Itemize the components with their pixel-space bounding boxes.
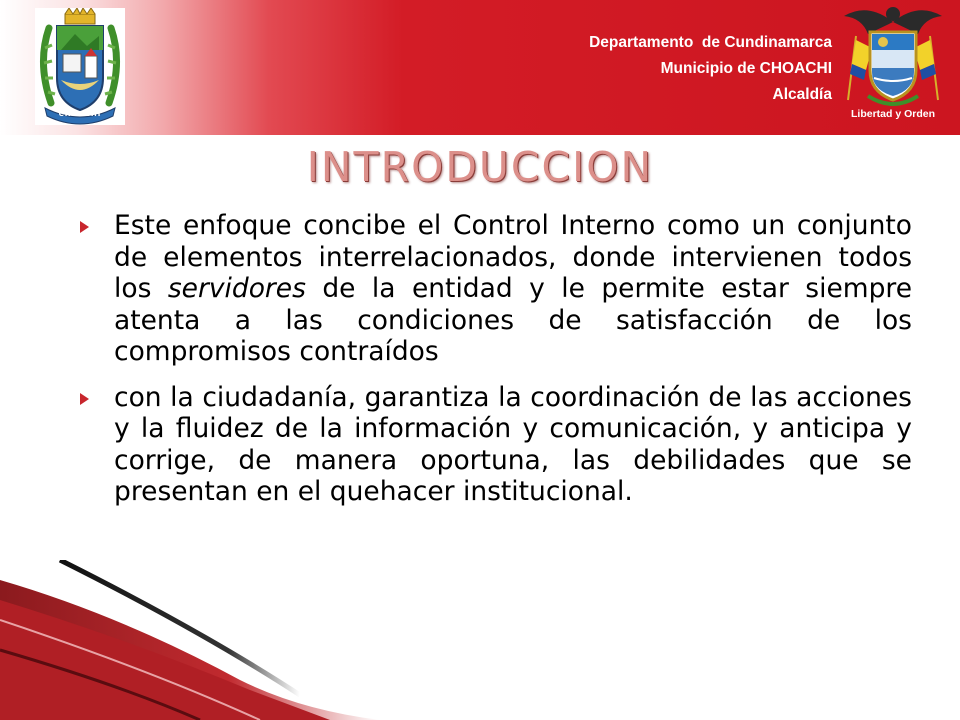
header-municipality: Municipio de CHOACHI bbox=[660, 60, 832, 77]
header-office: Alcaldía bbox=[772, 86, 832, 103]
bullet-item-2 bbox=[80, 382, 912, 508]
bullet-2-text: con la ciudadanía, garantiza la coordinación de las acciones y la fluidez de la información y comunicación, y anticipa y corrige, de manera oportuna, las debilidades que se presentan en el quehacer institucional. bbox=[114, 381, 912, 507]
choachi-shield-graphic bbox=[35, 8, 125, 125]
page-title: INTRODUCCION bbox=[306, 143, 654, 191]
bullet-1-text-a: Este enfoque concibe el Control Interno como un conjunto de elementos interrelacionados, donde intervienen todos los bbox=[114, 210, 912, 304]
bullet-1-text-italic: servidores bbox=[167, 273, 306, 304]
choachi-shield-icon bbox=[35, 8, 125, 125]
bullet-item-1 bbox=[80, 210, 912, 368]
coat-of-arms-motto: Libertad y Orden bbox=[850, 108, 935, 120]
bullet-list bbox=[80, 210, 912, 522]
bullet-1-text-b: de la entidad y le permite estar siempre atenta a las condiciones de satisfacción de los compromisos contraídos bbox=[114, 273, 913, 367]
header-text-block bbox=[589, 30, 832, 108]
colombia-coat-of-arms-icon bbox=[838, 0, 948, 130]
logo-ribbon-text: CHOACHI bbox=[58, 110, 102, 118]
header-band bbox=[0, 0, 960, 135]
triangle-bullet-icon bbox=[80, 221, 89, 233]
header-department: Departamento de Cundinamarca bbox=[589, 34, 832, 51]
triangle-bullet-icon bbox=[80, 393, 89, 405]
decorative-swoosh bbox=[0, 560, 960, 720]
